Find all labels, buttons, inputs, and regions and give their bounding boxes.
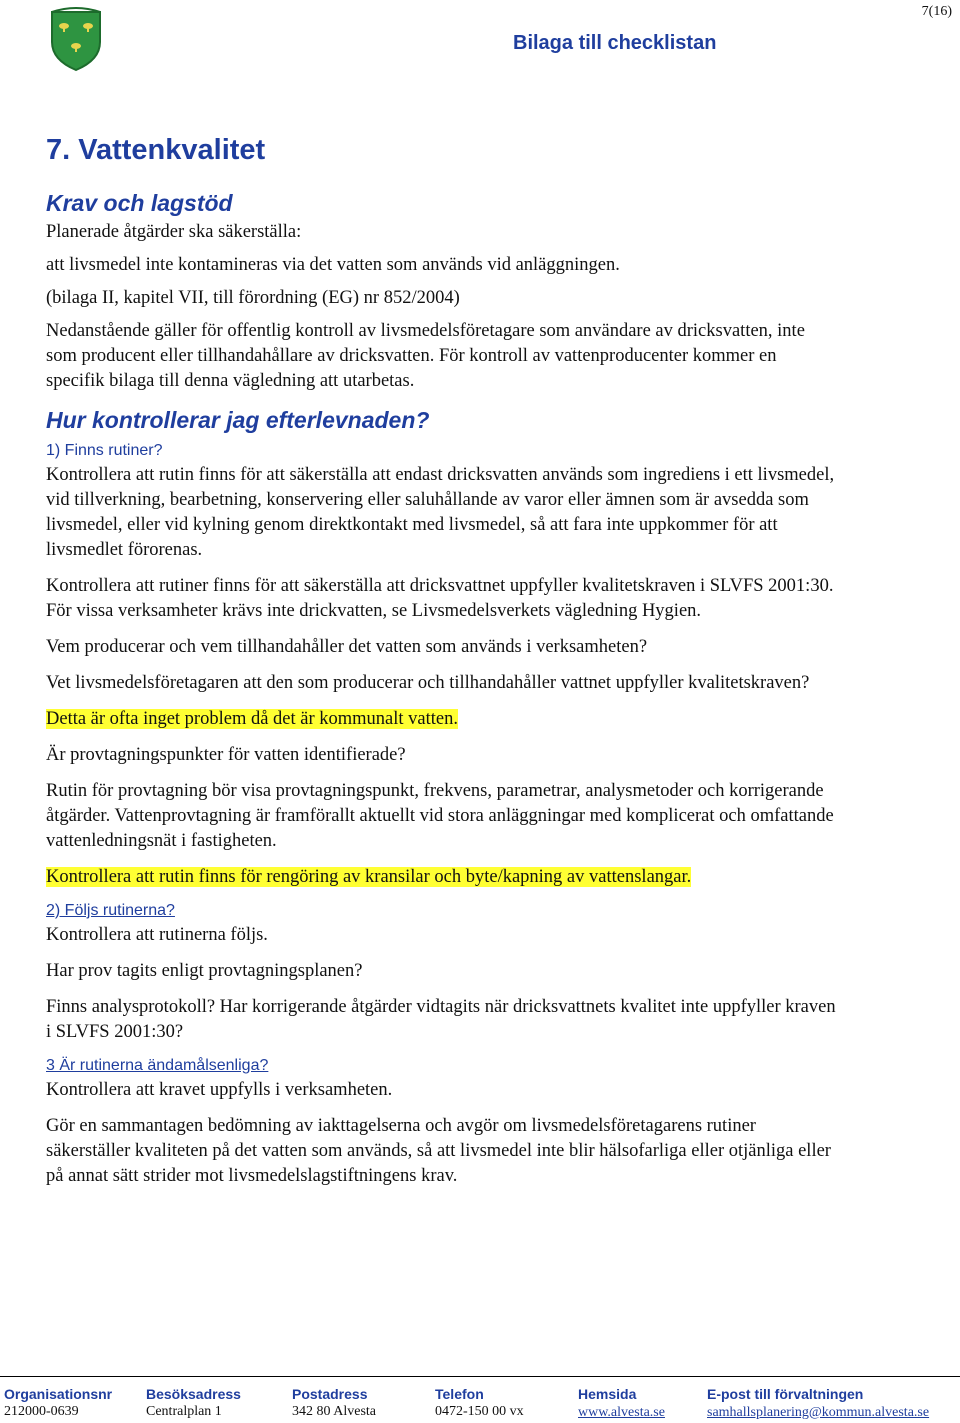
highlighted-note: Detta är ofta inget problem då det är kommunalt vatten.	[46, 709, 458, 729]
body-paragraph: Kontrollera att rutinerna följs.	[46, 925, 268, 945]
body-paragraph: Rutin för provtagning bör visa provtagningspunkt, frekvens, parametrar, analysmetoder och korrigerande åtgärder. Vattenprovtagning är framförallt aktuellt vid stora anläggningar med komplicerat och omfattande vattenledningsnät i fastigheten.	[46, 781, 834, 851]
body-paragraph: Är provtagningspunkter för vatten identifierade?	[46, 745, 406, 765]
footer-org-value: 212000-0639	[4, 1404, 79, 1419]
body-paragraph: Kontrollera att rutiner finns för att säkerställa att dricksvattnet uppfyller kvalitetskraven i SLVFS 2001:30. För vissa verksamheter krävs inte drickvatten, se Livsmedelsverkets vägledning Hygien.	[46, 576, 834, 621]
footer-post-value: 342 80 Alvesta	[292, 1404, 376, 1419]
email-link[interactable]: samhallsplanering@kommun.alvesta.se	[707, 1405, 930, 1420]
alvesta-kommun-logo	[48, 6, 238, 74]
body-paragraph: Har prov tagits enligt provtagningsplanen?	[46, 961, 363, 981]
body-paragraph: Vem producerar och vem tillhandahåller det vatten som används i verksamheten?	[46, 637, 648, 657]
body-paragraph: Vet livsmedelsföretagaren att den som producerar och tillhandahåller vattnet uppfyller kvalitetskraven?	[46, 673, 810, 693]
coat-of-arms-icon	[48, 6, 104, 74]
footer-org	[4, 1385, 112, 1421]
footer-phone-label: Telefon	[435, 1386, 484, 1402]
body-paragraph: Finns analysprotokoll? Har korrigerande åtgärder vidtagits när dricksvattnets kvalitet inte uppfyller kraven i SLVFS 2001:30?	[46, 997, 836, 1042]
body-paragraph: Gör en sammantagen bedömning av iakttagelserna och avgör om livsmedelsföretagarens rutiner säkerställer kvaliteten på det vatten som används, så att livsmedel inte blir hälsofarliga eller otjänliga eller på annat sätt strider mot livsmedelslagstiftningens krav.	[46, 1116, 831, 1186]
footer-post-label: Postadress	[292, 1386, 368, 1402]
highlighted-note: Kontrollera att rutin finns för rengöring av kransilar och byte/kapning av vattenslangar.	[46, 867, 692, 887]
intro-paragraph: (bilaga II, kapitel VII, till förordning (EG) nr 852/2004)	[46, 288, 460, 308]
heading-how-to-check: Hur kontrollerar jag efterlevnaden?	[46, 407, 430, 433]
section-title: 7. Vattenkvalitet	[46, 134, 266, 166]
footer-visit-label: Besöksadress	[146, 1386, 241, 1402]
footer-phone-value: 0472-150 00 vx	[435, 1404, 524, 1419]
footer-visit	[146, 1385, 241, 1421]
intro-paragraph: att livsmedel inte kontamineras via det vatten som används vid anläggningen.	[46, 255, 620, 275]
footer-web-label: Hemsida	[578, 1386, 637, 1402]
question-2-title: 2) Följs rutinerna?	[46, 902, 175, 919]
footer-web	[578, 1385, 665, 1422]
footer-post	[292, 1385, 376, 1421]
page-footer	[0, 1376, 960, 1423]
footer-email	[707, 1385, 929, 1422]
intro-paragraph: Nedanstående gäller för offentlig kontroll av livsmedelsföretagare som användare av dricksvatten, inte som producent eller tillhandahållare av dricksvatten. För kontroll av vattenproducenter kommer en specifik bilaga till denna vägledning att utarbetas.	[46, 321, 805, 391]
footer-org-label: Organisationsnr	[4, 1386, 113, 1402]
footer-email-label: E-post till förvaltningen	[707, 1386, 864, 1402]
intro-paragraph: Planerade åtgärder ska säkerställa:	[46, 222, 302, 242]
website-link[interactable]: www.alvesta.se	[578, 1405, 665, 1420]
subtitle: Krav och lagstöd	[46, 190, 233, 216]
document-header: Bilaga till checklistan	[513, 32, 717, 54]
main-content	[46, 130, 836, 1200]
footer-visit-value: Centralplan 1	[146, 1404, 222, 1419]
question-3-title: 3 Är rutinerna ändamålsenliga?	[46, 1057, 269, 1074]
body-paragraph: Kontrollera att kravet uppfylls i verksamheten.	[46, 1080, 393, 1100]
page-number: 7(16)	[921, 4, 952, 19]
question-1-title: 1) Finns rutiner?	[46, 442, 163, 459]
footer-phone	[435, 1385, 524, 1421]
body-paragraph: Kontrollera att rutin finns för att säkerställa att endast dricksvatten används som ingrediens i ett livsmedel, vid tillverkning, bearbetning, konservering eller saluhållande av varor eller ämnen som är avsedda som livsmedel, eller vid kylning genom direktkontakt med livsmedel, så att fara inte uppkommer för att livsmedlet förorenas.	[46, 465, 835, 560]
